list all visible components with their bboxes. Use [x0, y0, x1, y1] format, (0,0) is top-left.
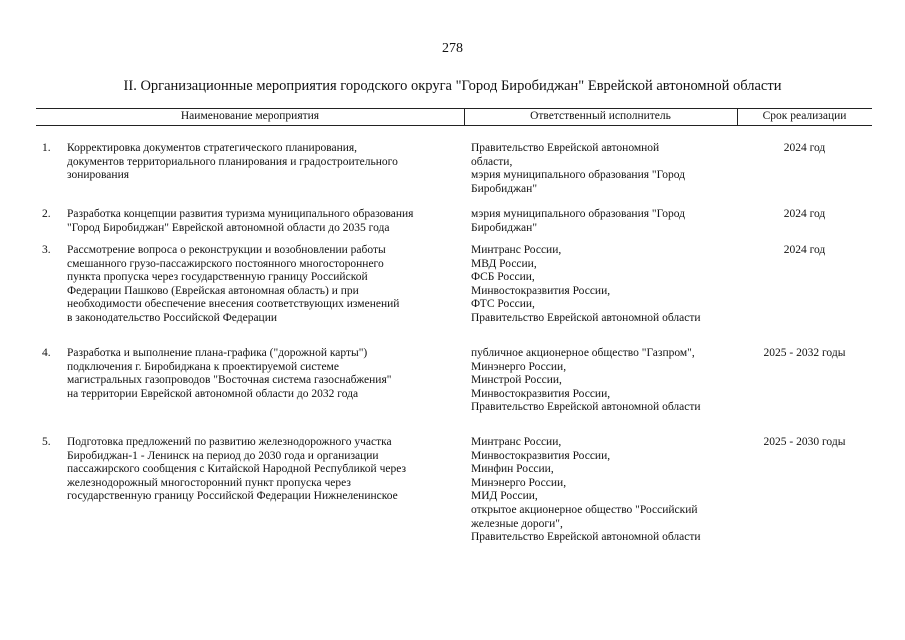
row-number: 5.: [42, 436, 51, 448]
header-term: Срок реализации: [762, 110, 847, 122]
responsible-executor: Минтранс России, Минвостокразвития России, Минфин России, Минэнерго России, МИД России, открытое акционерное общество "Российский железные дороги", Правительство Еврейской автономной области: [471, 436, 701, 544]
page-number: 278: [442, 41, 463, 56]
section-title: II. Организационные мероприятия городского округа "Город Биробиджан" Еврейской автономной области: [123, 78, 782, 94]
activity-name: Рассмотрение вопроса о реконструкции и возобновлении работы смешанного грузо-пассажирского постоянного многостороннего пункта пропуска через государственную границу Российской Федерации Пашково (Еврейская автономная область) и при необходимости обеспечение внесения соответствующих изменений в законодательство Российской Федерации: [67, 244, 400, 324]
activity-name: Разработка и выполнение плана-графика ("дорожной карты") подключения г. Биробиджана к проектируемой системе магистральных газопроводов "Восточная система газоснабжения" на территории Еврейской автономной области до 2032 года: [67, 347, 392, 400]
implementation-term: 2024 год: [783, 244, 826, 256]
activity-name: Разработка концепции развития туризма муниципального образования "Город Биробиджан" Еврейской автономной области до 2035 года: [67, 208, 414, 234]
row-number: 3.: [42, 244, 51, 256]
row-number: 1.: [42, 142, 51, 154]
table-header-top-rule: [36, 108, 872, 109]
responsible-executor: Минтранс России, МВД России, ФСБ России, Минвостокразвития России, ФТС России, Правительство Еврейской автономной области: [471, 244, 701, 324]
implementation-term: 2024 год: [783, 208, 826, 220]
responsible-executor: публичное акционерное общество "Газпром", Минэнерго России, Минстрой России, Минвостокразвития России, Правительство Еврейской автономной области: [471, 347, 701, 414]
activity-name: Подготовка предложений по развитию железнодорожного участка Биробиджан-1 - Ленинск на период до 2030 года и организации пассажирского сообщения с Китайской Народной Республикой через железнодорожный многосторонний пункт пропуска через государственную границу Российской Федерации Нижнеленинское: [67, 436, 406, 503]
implementation-term: 2024 год: [783, 142, 826, 154]
implementation-term: 2025 - 2030 годы: [763, 436, 846, 448]
responsible-executor: Правительство Еврейской автономной области, мэрия муниципального образования "Город Биробиджан": [471, 142, 686, 195]
row-number: 4.: [42, 347, 51, 359]
responsible-executor: мэрия муниципального образования "Город Биробиджан": [471, 208, 686, 234]
header-name: Наименование мероприятия: [180, 110, 320, 122]
activity-name: Корректировка документов стратегического планирования, документов территориального планирования и градостроительного зонирования: [67, 142, 398, 182]
implementation-term: 2025 - 2032 годы: [763, 347, 846, 359]
row-number: 2.: [42, 208, 51, 220]
table-header-bottom-rule: [36, 125, 872, 126]
header-executor: Ответственный исполнитель: [530, 110, 671, 122]
